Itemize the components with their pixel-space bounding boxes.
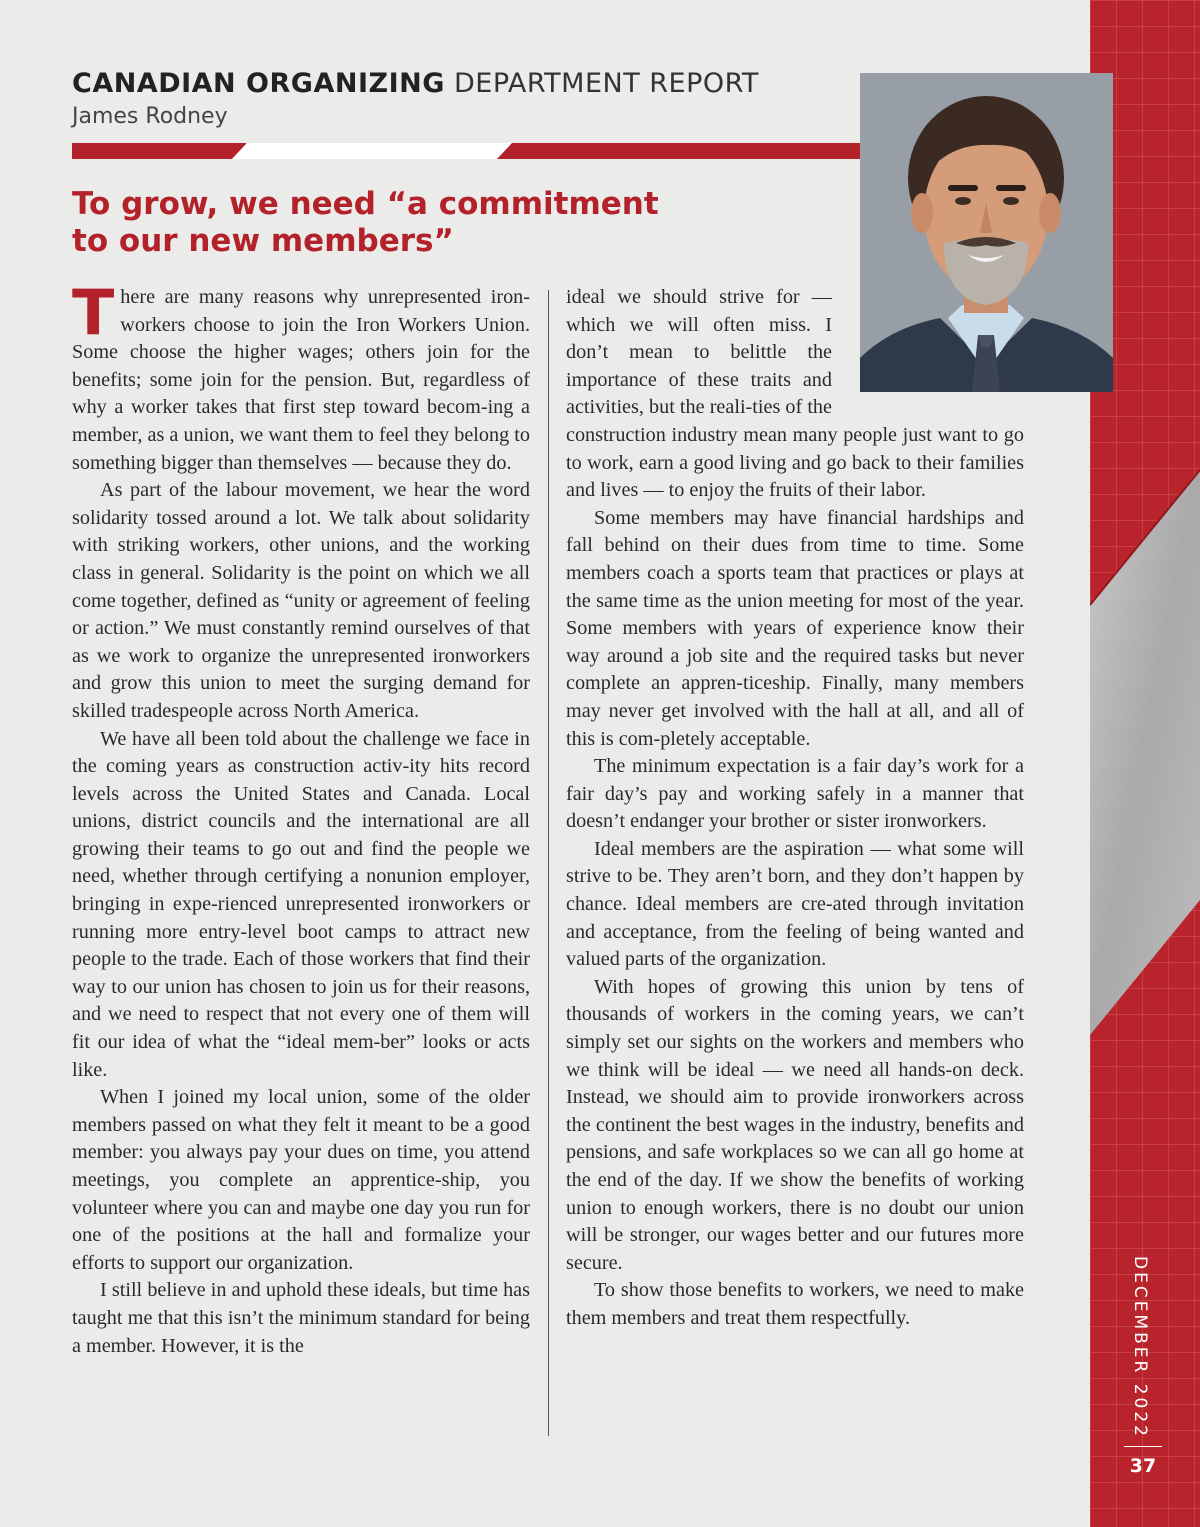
department-title <box>72 68 759 99</box>
paragraph: To show those benefits to workers, we need to make them members and treat them respectfully. <box>566 1279 1024 1329</box>
article-column-2 <box>566 284 1024 1333</box>
photo-wrap-space <box>832 284 1024 408</box>
headline-line-2: to our new members” <box>72 223 454 259</box>
paragraph: The minimum expectation is a fair day’s work for a fair day’s pay and working safely in a manner that doesn’t endanger your brother or sister ironworkers. <box>566 755 1024 833</box>
page-number: 37 <box>1129 1455 1157 1477</box>
drop-cap: T <box>72 276 115 349</box>
author-name: James Rodney <box>72 104 228 129</box>
paragraph <box>72 276 530 477</box>
paragraph: When I joined my local union, some of the older members passed on what they felt it meant to be a good member: you always pay your dues on time, you attend meetings, you complete an apprentice-ship, you volunteer where you can and maybe one day you run for one of the positions at the hall and formalize your efforts to support our organization. <box>72 1086 530 1274</box>
paragraph-text: here are many reasons why unrepresented iron-workers choose to join the Iron Workers Union. Some choose the higher wages; others join for the benefits; some join for the pension. But, regardless of why a worker takes that first step toward becom-ing a member, as a union, we want them to feel they belong to something bigger than themselves — because they do. <box>72 286 530 474</box>
department-title-bold: CANADIAN ORGANIZING <box>72 68 445 99</box>
paragraph: Ideal members are the aspiration — what some will strive to be. They aren’t born, and they don’t happen by chance. Ideal members are cre-ated through invitation and acceptance, from the feeling of being wanted and valued parts of the organization. <box>566 837 1024 971</box>
header-rule <box>72 143 862 159</box>
headline-line-1: To grow, we need “a commitment <box>72 186 659 222</box>
department-title-light: DEPARTMENT REPORT <box>453 68 759 99</box>
paragraph: I still believe in and uphold these ideals, but time has taught me that this isn’t the minimum standard for being a member. However, it is the <box>72 1279 530 1357</box>
paragraph: With hopes of growing this union by tens of thousands of workers in the coming years, we can’t simply set our sights on the workers and members who we think will be ideal — we need all hands-on deck. Instead, we should aim to provide ironworkers across the continent the best wages in the industry, benefits and pensions, and safe workplaces so we can all go home at the end of the day. If we show the benefits of working union to enough workers, there is no doubt our union will be stronger, our wages better and our futures more secure. <box>566 975 1024 1274</box>
issue-date: DECEMBER 2022 <box>1130 1256 1150 1439</box>
page-number-rule <box>1124 1446 1162 1447</box>
column-divider <box>548 290 549 1436</box>
article-column-1 <box>72 276 530 1360</box>
paragraph: Some members may have financial hardships and fall behind on their dues from time to time. Some members coach a sports team that practices or plays at the same time as the union meeting for most of the year. Some members with years of experience know their way around a job site and the required tasks but never complete an appren-ticeship. Finally, many members may never get involved with the hall at all, and all of this is com-pletely acceptable. <box>566 506 1024 750</box>
paragraph: We have all been told about the challenge we face in the coming years as construction activ-ity hits record levels across the United States and Canada. Local unions, district councils and the international are all growing their teams to go out and find the people we need, whether through certifying a nonunion employer, bringing in expe-rienced unrepresented ironworkers or running more entry-level boot camps to attract new people to the trade. Each of those workers that find their way to our union has chosen to join us for their reasons, and we need to respect that not every one of them will fit our idea of what the “ideal mem-ber” looks or acts like. <box>72 727 530 1081</box>
paragraph: ideal we should strive for — which we will often miss. I don’t mean to belittle the importance of these traits and activities, but the reali-ties of the construction industry mean many people just want to go to work, earn a good living and go back to their families and lives — to enjoy the fruits of their labor. <box>566 286 1024 502</box>
paragraph: As part of the labour movement, we hear the word solidarity tossed around a lot. We talk about solidarity with striking workers, other unions, and the working class in general. Solidarity is the point on which we all come together, defined as “unity or agreement of feeling or action.” We must constantly remind ourselves of that as we work to organize the unrepresented ironworkers and grow this union to meet the surging demand for skilled tradespeople across North America. <box>72 479 530 722</box>
article-headline <box>72 186 692 260</box>
